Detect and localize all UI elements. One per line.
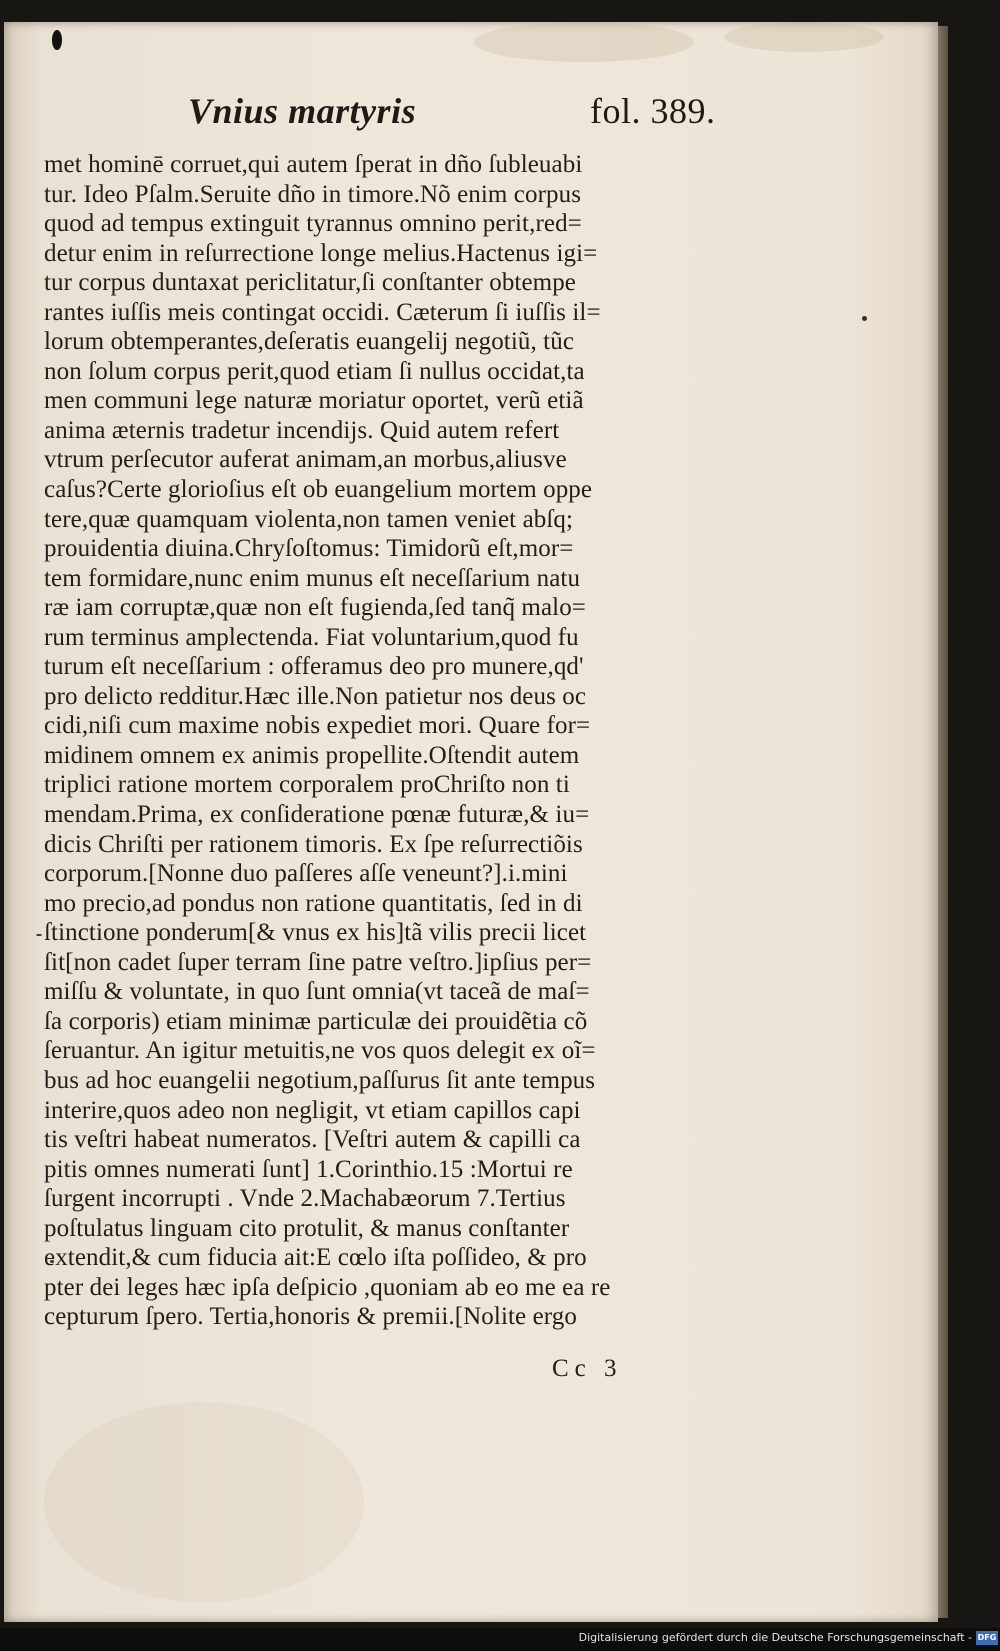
text-line: ræ iam corruptæ,quæ non eſt fugienda,ſed tanq̃ malo= bbox=[44, 594, 587, 622]
binding-hole bbox=[52, 30, 62, 50]
text-line: dicis Chriſti per rationem timoris. Ex ſpe reſurrectiõis bbox=[44, 830, 583, 858]
text-line: ſurgent incorrupti . Vnde 2.Machabæorum 7.Tertius bbox=[44, 1185, 566, 1213]
text-line: detur enim in reſurrectione longe melius.Hactenus igi= bbox=[44, 239, 598, 267]
text-line: tem formidare,nunc enim munus eſt neceſſarium natu bbox=[44, 564, 581, 592]
text-line: pro delicto redditur.Hæc ille.Non patietur nos deus oc bbox=[44, 682, 587, 710]
text-line: triplici ratione mortem corporalem proChriſto non ti bbox=[44, 771, 570, 799]
text-line: ſeruantur. An igitur metuitis,ne vos quos delegit ex oĩ= bbox=[44, 1037, 596, 1065]
text-line: vtrum perſecutor auferat animam,an morbus,aliusve bbox=[44, 446, 567, 474]
text-line: pter dei leges hæc ipſa deſpicio ,quoniam ab eo me ea re bbox=[44, 1273, 611, 1301]
ink-speck bbox=[36, 934, 42, 936]
text-line: miſſu & voluntate, in quo ſunt omnia(vt taceã de maſ= bbox=[44, 978, 590, 1006]
text-line: caſus?Certe glorioſius eſt ob euangelium mortem oppe bbox=[44, 476, 593, 504]
paper-stain bbox=[44, 1402, 364, 1602]
text-line: tere,quæ quamquam violenta,non tamen veniet abſq; bbox=[44, 505, 574, 533]
text-line: quod ad tempus extinguit tyrannus omnino perit,red= bbox=[44, 210, 582, 238]
text-line: men communi lege naturæ moriatur oportet, verũ etiã bbox=[44, 387, 584, 415]
text-line: mo precio,ad pondus non ratione quantitatis, ſed in di bbox=[44, 889, 583, 917]
folio-number: fol. 389. bbox=[590, 91, 716, 131]
text-line: corporum.[Nonne duo paſſeres aſſe veneunt?].i.mini bbox=[44, 860, 568, 888]
text-line: rantes iuſſis meis contingat occidi. Cæterum ſi iuſſis il= bbox=[44, 298, 601, 326]
running-title: Vnius martyris bbox=[188, 91, 417, 131]
page-header bbox=[0, 90, 1000, 130]
text-line: cidi,niſi cum maxime nobis expediet mori. Quare for= bbox=[44, 712, 591, 740]
text-line: ſit[non cadet ſuper terram ſine patre veſtro.]ipſius per= bbox=[44, 948, 592, 976]
signature-mark: Cc 3 bbox=[552, 1355, 623, 1382]
paper-stain bbox=[474, 22, 694, 62]
text-line: prouidentia diuina.Chryſoſtomus: Timidorũ eſt,mor= bbox=[44, 535, 574, 563]
text-line: interire,quos adeo non negligit, vt etiam capillos capi bbox=[44, 1096, 581, 1124]
text-line: tis veſtri habeat numeratos. [Veſtri autem & capilli ca bbox=[44, 1126, 581, 1154]
body-text bbox=[44, 150, 744, 1332]
text-line: lorum obtemperantes,deſeratis euangelij negotiũ, tũc bbox=[44, 328, 575, 356]
dfg-logo: DFG bbox=[976, 1631, 998, 1645]
text-line: met hominē corruet,qui autem ſperat in dño ſubleuabi bbox=[44, 151, 583, 178]
ink-speck bbox=[862, 316, 867, 321]
text-line: non ſolum corpus perit,quod etiam ſi nullus occidat,ta bbox=[44, 357, 585, 385]
text-line: midinem omnem ex animis propellite.Oſtendit autem bbox=[44, 741, 580, 769]
text-line: turum eſt neceſſarium : offeramus deo pro munere,qd' bbox=[44, 653, 584, 681]
text-line: rum terminus amplectenda. Fiat voluntarium,quod fu bbox=[44, 623, 579, 651]
text-line: anima æternis tradetur incendijs. Quid autem refert bbox=[44, 416, 560, 444]
text-line: poſtulatus linguam cito protulit, & manus conſtanter bbox=[44, 1214, 570, 1242]
text-line: tur. Ideo Pſalm.Seruite dño in timore.Nõ enim corpus bbox=[44, 180, 582, 208]
text-line: mendam.Prima, ex conſideratione pœnæ futuræ,& iu= bbox=[44, 801, 590, 829]
text-line: tur corpus duntaxat periclitatur,ſi conſtanter obtempe bbox=[44, 269, 576, 297]
text-line: ſtinctione ponderum[& vnus ex his]tã vilis precii licet bbox=[44, 919, 587, 947]
text-line: extendit,& cum fiducia ait:E cœlo iſta poſſideo, & pro bbox=[44, 1244, 587, 1272]
text-line: ſa corporis) etiam minimæ particulæ dei prouidẽtia cõ bbox=[44, 1007, 588, 1035]
text-line: bus ad hoc euangelii negotium,paſſurus ſit ante tempus bbox=[44, 1066, 596, 1094]
paper-stain bbox=[724, 22, 884, 52]
text-line: pitis omnes numerati ſunt] 1.Corinthio.15 :Mortui re bbox=[44, 1155, 573, 1183]
text-line: cepturum ſpero. Tertia,honoris & premii.[Nolite ergo bbox=[44, 1303, 577, 1331]
digitization-credit: Digitalisierung gefördert durch die Deutsche Forschungsgemeinschaft - bbox=[578, 1631, 972, 1644]
